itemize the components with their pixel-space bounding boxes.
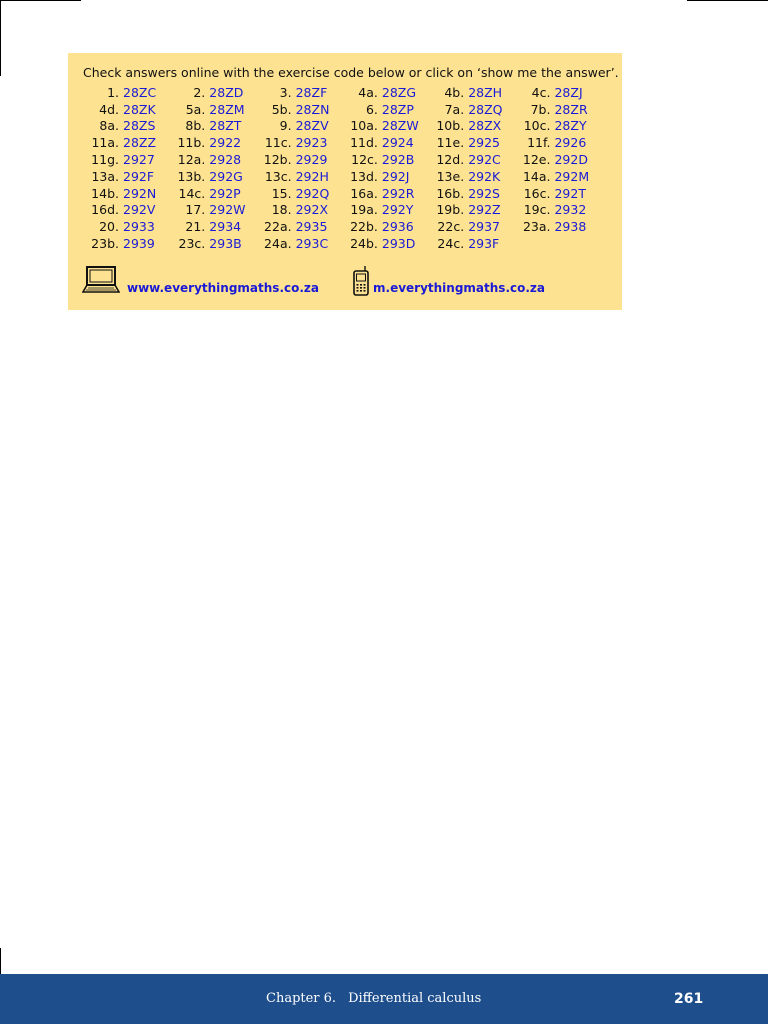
- exercise-number: 11a.: [91, 135, 119, 151]
- answer-code-grid: [82, 84, 600, 252]
- exercise-number: 16a.: [350, 185, 378, 201]
- answer-entry: [427, 135, 513, 150]
- exercise-code-link[interactable]: 2938: [554, 219, 587, 235]
- answer-entry: [255, 152, 341, 167]
- exercise-code-link[interactable]: 28ZS: [123, 118, 156, 134]
- answer-entry: [341, 118, 427, 133]
- exercise-code-link[interactable]: 2924: [381, 135, 414, 151]
- exercise-code-link[interactable]: 292D: [554, 152, 588, 168]
- answers-intro: Check answers online with the exercise code below or click on ‘show me the answer’.: [83, 65, 619, 80]
- exercise-code-link[interactable]: 292R: [381, 185, 415, 201]
- mobile-phone-icon: [352, 265, 370, 297]
- exercise-number: 6.: [365, 101, 378, 117]
- exercise-code-link[interactable]: 28ZT: [209, 118, 242, 134]
- exercise-number: 10b.: [436, 118, 465, 134]
- exercise-number: 2.: [193, 84, 206, 100]
- answer-entry: [82, 85, 168, 100]
- exercise-number: 5a.: [185, 101, 206, 117]
- exercise-number: 4c.: [531, 84, 551, 100]
- answer-entry: [168, 186, 254, 201]
- answer-entry: [427, 169, 513, 184]
- exercise-code-link[interactable]: 292N: [123, 185, 157, 201]
- exercise-number: 4a.: [358, 84, 378, 100]
- exercise-code-link[interactable]: 292W: [209, 202, 246, 218]
- exercise-number: 3.: [279, 84, 292, 100]
- answer-entry: [82, 169, 168, 184]
- answer-row: [82, 202, 600, 219]
- exercise-code-link[interactable]: 2927: [123, 152, 155, 168]
- exercise-code-link[interactable]: 292Y: [381, 202, 414, 218]
- crop-mark: [0, 0, 81, 1]
- exercise-number: 10a.: [350, 118, 378, 134]
- answer-entry: [341, 152, 427, 167]
- exercise-code-link[interactable]: 28ZV: [295, 118, 329, 134]
- answer-entry: [82, 152, 168, 167]
- answer-entry: [513, 135, 599, 150]
- exercise-code-link[interactable]: 28ZN: [295, 101, 330, 117]
- answer-entry: [168, 85, 254, 100]
- exercise-number: 13a.: [91, 168, 119, 184]
- crop-mark: [687, 0, 768, 1]
- exercise-code-link[interactable]: 2923: [295, 135, 328, 151]
- exercise-number: 13b.: [177, 168, 206, 184]
- answer-entry: [341, 219, 427, 234]
- answer-entry: [168, 236, 254, 251]
- exercise-code-link[interactable]: 292K: [468, 168, 501, 184]
- exercise-number: 24c.: [437, 236, 465, 252]
- answer-row: [82, 185, 600, 202]
- exercise-code-link[interactable]: 292H: [295, 168, 329, 184]
- answer-entry: [82, 186, 168, 201]
- answer-entry: [341, 169, 427, 184]
- answer-entry: [255, 236, 341, 251]
- answer-entry: [255, 135, 341, 150]
- answers-box: [68, 53, 622, 310]
- answer-entry: [168, 152, 254, 167]
- page-number: 261: [674, 991, 704, 1007]
- exercise-code-link[interactable]: 28ZJ: [554, 84, 583, 100]
- exercise-number: 17.: [185, 202, 206, 218]
- exercise-number: 12e.: [522, 152, 551, 168]
- mobile-link[interactable]: m.everythingmaths.co.za: [373, 281, 546, 295]
- exercise-number: 15.: [271, 185, 292, 201]
- exercise-number: 23c.: [178, 236, 206, 252]
- exercise-code-link[interactable]: 292Q: [295, 185, 330, 201]
- answer-entry: [82, 118, 168, 133]
- exercise-number: 11g.: [91, 152, 119, 168]
- answer-entry: [255, 219, 341, 234]
- answer-entry: [168, 202, 254, 217]
- answer-entry: [513, 102, 599, 117]
- exercise-number: 11b.: [177, 135, 206, 151]
- exercise-code-link[interactable]: 28ZC: [123, 84, 157, 100]
- answer-entry: [427, 202, 513, 217]
- exercise-code-link[interactable]: 28ZW: [381, 118, 419, 134]
- chapter-label: Chapter 6.: [266, 991, 337, 1006]
- exercise-number: 4b.: [444, 84, 465, 100]
- exercise-code-link[interactable]: 292Z: [468, 202, 501, 218]
- exercise-code-link[interactable]: 292M: [554, 168, 590, 184]
- exercise-number: 7b.: [530, 101, 551, 117]
- exercise-code-link[interactable]: 292P: [209, 185, 241, 201]
- answer-entry: [513, 219, 599, 234]
- exercise-code-link[interactable]: 28ZF: [295, 84, 328, 100]
- exercise-number: 18.: [271, 202, 292, 218]
- exercise-code-link[interactable]: 2932: [554, 202, 587, 218]
- exercise-code-link[interactable]: 2926: [554, 135, 587, 151]
- answer-entry: [427, 186, 513, 201]
- answer-entry: [255, 186, 341, 201]
- exercise-number: 5b.: [271, 101, 292, 117]
- answer-entry: [513, 118, 599, 133]
- exercise-code-link[interactable]: 28ZG: [381, 84, 417, 100]
- answer-row: [82, 84, 600, 101]
- exercise-code-link[interactable]: 2933: [123, 219, 155, 235]
- exercise-code-link[interactable]: 292G: [209, 168, 243, 184]
- answer-entry: [513, 169, 599, 184]
- exercise-code-link[interactable]: 28ZZ: [123, 135, 157, 151]
- exercise-number: 14a.: [522, 168, 551, 184]
- answer-entry: [168, 118, 254, 133]
- chapter-title: Differential calculus: [348, 991, 482, 1006]
- answer-entry: [427, 236, 513, 251]
- answer-entry: [427, 118, 513, 133]
- answer-entry: [341, 202, 427, 217]
- exercise-number: 24b.: [350, 236, 378, 252]
- answer-row: [82, 151, 600, 168]
- exercise-number: 16b.: [436, 185, 465, 201]
- exercise-code-link[interactable]: 28ZQ: [468, 101, 503, 117]
- exercise-code-link[interactable]: 28ZH: [468, 84, 503, 100]
- answer-entry: [82, 102, 168, 117]
- exercise-code-link[interactable]: 292V: [123, 202, 156, 218]
- links-row: [68, 265, 622, 299]
- exercise-code-link[interactable]: 292J: [381, 168, 410, 184]
- answer-entry: [82, 219, 168, 234]
- exercise-number: 13d.: [350, 168, 378, 184]
- answer-entry: [427, 85, 513, 100]
- exercise-code-link[interactable]: 292X: [295, 202, 329, 218]
- exercise-number: 23a.: [522, 219, 551, 235]
- laptop-icon: [82, 265, 120, 295]
- answer-entry: [255, 85, 341, 100]
- exercise-code-link[interactable]: 28ZY: [554, 118, 587, 134]
- answer-entry: [255, 102, 341, 117]
- exercise-number: 8b.: [185, 118, 206, 134]
- exercise-number: 21.: [185, 219, 206, 235]
- exercise-number: 7a.: [444, 101, 465, 117]
- answer-entry: [341, 236, 427, 251]
- crop-mark: [0, 0, 1, 76]
- exercise-code-link[interactable]: 2925: [468, 135, 500, 151]
- web-link[interactable]: www.everythingmaths.co.za: [127, 281, 319, 295]
- answer-row: [82, 235, 600, 252]
- exercise-code-link[interactable]: 2929: [295, 152, 328, 168]
- exercise-number: 16d.: [91, 202, 119, 218]
- answer-entry: [82, 236, 168, 251]
- exercise-number: 14c.: [178, 185, 206, 201]
- exercise-code-link[interactable]: 28ZP: [381, 101, 414, 117]
- exercise-number: 12a.: [177, 152, 206, 168]
- answer-entry: [168, 219, 254, 234]
- answer-entry: [513, 152, 599, 167]
- exercise-code-link[interactable]: 28ZR: [554, 101, 588, 117]
- answer-row: [82, 134, 600, 151]
- exercise-code-link[interactable]: 28ZK: [123, 101, 156, 117]
- answer-entry: [341, 85, 427, 100]
- exercise-number: 11f.: [527, 135, 551, 151]
- exercise-number: 12c.: [351, 152, 378, 168]
- exercise-code-link[interactable]: 28ZX: [468, 118, 502, 134]
- exercise-code-link[interactable]: 292F: [123, 168, 155, 184]
- exercise-code-link[interactable]: 28ZD: [209, 84, 244, 100]
- answer-entry: [427, 219, 513, 234]
- answer-entry: [427, 102, 513, 117]
- exercise-code-link[interactable]: 293B: [209, 236, 242, 252]
- answer-row: [82, 101, 600, 118]
- answer-entry: [168, 102, 254, 117]
- exercise-number: 19a.: [350, 202, 378, 218]
- exercise-code-link[interactable]: 2928: [209, 152, 242, 168]
- answer-entry: [255, 118, 341, 133]
- exercise-number: 14b.: [91, 185, 119, 201]
- chapter-heading: [266, 991, 481, 1006]
- exercise-code-link[interactable]: 293C: [295, 236, 329, 252]
- answer-entry: [513, 202, 599, 217]
- exercise-code-link[interactable]: 2936: [381, 219, 414, 235]
- exercise-code-link[interactable]: 293D: [381, 236, 416, 252]
- exercise-code-link[interactable]: 2922: [209, 135, 242, 151]
- exercise-number: 8a.: [99, 118, 119, 134]
- answer-entry: [168, 135, 254, 150]
- exercise-number: 11d.: [350, 135, 378, 151]
- exercise-code-link[interactable]: 2935: [295, 219, 328, 235]
- answer-row: [82, 118, 600, 135]
- exercise-number: 10c.: [523, 118, 551, 134]
- answer-entry: [341, 186, 427, 201]
- exercise-number: 22c.: [437, 219, 465, 235]
- exercise-code-link[interactable]: 2937: [468, 219, 500, 235]
- exercise-number: 19b.: [436, 202, 465, 218]
- exercise-number: 1.: [107, 84, 119, 100]
- answer-entry: [255, 169, 341, 184]
- exercise-number: 22a.: [264, 219, 292, 235]
- exercise-number: 12d.: [436, 152, 465, 168]
- exercise-code-link[interactable]: 292T: [554, 185, 586, 201]
- answer-row: [82, 218, 600, 235]
- exercise-code-link[interactable]: 2939: [123, 236, 155, 252]
- exercise-number: 11e.: [436, 135, 465, 151]
- answer-entry: [255, 202, 341, 217]
- exercise-number: 12b.: [263, 152, 292, 168]
- exercise-number: 4d.: [99, 101, 119, 117]
- exercise-code-link[interactable]: 292B: [381, 152, 415, 168]
- answer-entry: [82, 202, 168, 217]
- exercise-number: 24a.: [264, 236, 292, 252]
- answer-entry: [513, 85, 599, 100]
- answer-entry: [341, 102, 427, 117]
- exercise-number: 22b.: [350, 219, 378, 235]
- answer-entry: [82, 135, 168, 150]
- exercise-code-link[interactable]: 28ZM: [209, 101, 245, 117]
- page-footer: [0, 974, 768, 1024]
- answer-entry: [341, 135, 427, 150]
- answer-row: [82, 168, 600, 185]
- exercise-number: 16c.: [523, 185, 551, 201]
- exercise-code-link[interactable]: 2934: [209, 219, 242, 235]
- exercise-number: 19c.: [523, 202, 551, 218]
- exercise-code-link[interactable]: 292C: [468, 152, 501, 168]
- answer-entry: [427, 152, 513, 167]
- exercise-number: 23b.: [91, 236, 119, 252]
- answer-entry: [513, 186, 599, 201]
- answer-entry: [168, 169, 254, 184]
- exercise-number: 11c.: [264, 135, 292, 151]
- exercise-code-link[interactable]: 293F: [468, 236, 500, 252]
- exercise-number: 13e.: [436, 168, 465, 184]
- exercise-number: 20.: [99, 219, 119, 235]
- exercise-number: 13c.: [264, 168, 292, 184]
- exercise-number: 9.: [279, 118, 292, 134]
- exercise-code-link[interactable]: 292S: [468, 185, 500, 201]
